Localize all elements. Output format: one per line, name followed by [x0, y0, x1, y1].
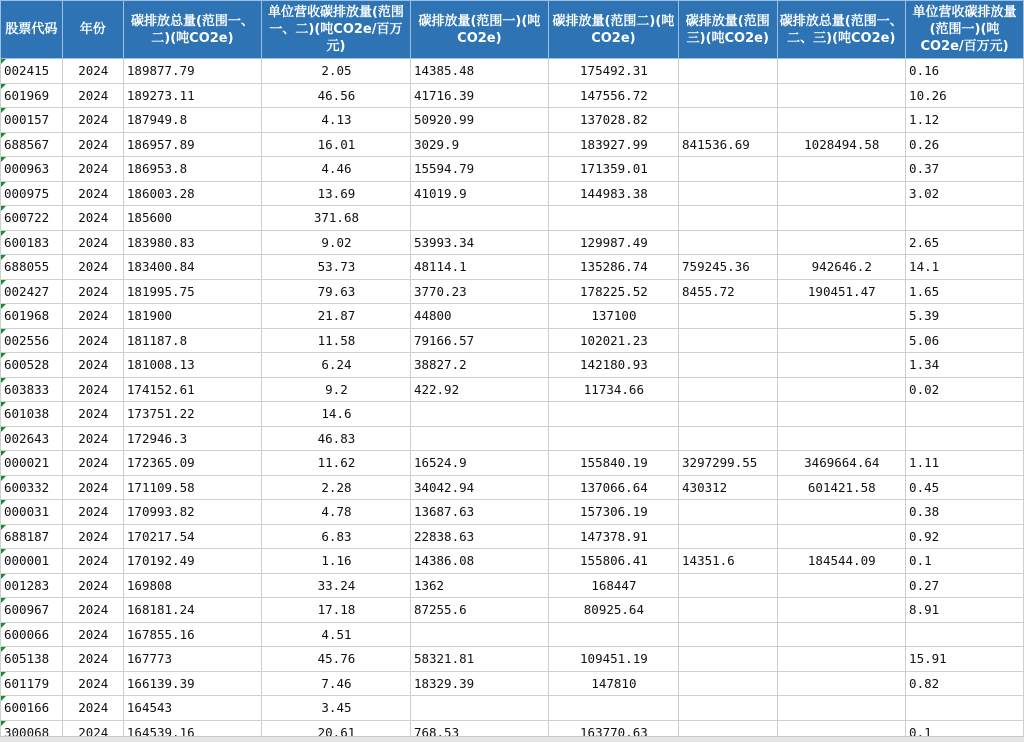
table-cell[interactable]: [777, 181, 906, 206]
table-cell[interactable]: 87255.6: [410, 598, 548, 623]
table-cell[interactable]: [410, 696, 548, 721]
table-cell[interactable]: 9.2: [261, 377, 410, 402]
table-cell[interactable]: 000021: [1, 451, 63, 476]
table-cell[interactable]: 155806.41: [548, 549, 678, 574]
table-cell[interactable]: [679, 573, 777, 598]
table-cell[interactable]: 600166: [1, 696, 63, 721]
table-cell[interactable]: 185600: [123, 206, 261, 231]
horizontal-scrollbar[interactable]: [0, 736, 1024, 742]
table-cell[interactable]: 21.87: [261, 304, 410, 329]
table-cell[interactable]: 186953.8: [123, 157, 261, 182]
table-cell[interactable]: [906, 622, 1024, 647]
column-header[interactable]: 股票代码: [1, 1, 63, 59]
table-cell[interactable]: 3.45: [261, 696, 410, 721]
table-cell[interactable]: 170217.54: [123, 524, 261, 549]
table-cell[interactable]: 1.34: [906, 353, 1024, 378]
table-cell[interactable]: 41716.39: [410, 83, 548, 108]
table-cell[interactable]: [679, 206, 777, 231]
table-cell[interactable]: 79166.57: [410, 328, 548, 353]
table-cell[interactable]: 172946.3: [123, 426, 261, 451]
table-cell[interactable]: 187949.8: [123, 108, 261, 133]
table-cell[interactable]: 45.76: [261, 647, 410, 672]
table-cell[interactable]: 189273.11: [123, 83, 261, 108]
table-cell[interactable]: [777, 108, 906, 133]
table-cell[interactable]: [906, 696, 1024, 721]
table-cell[interactable]: 3469664.64: [777, 451, 906, 476]
table-cell[interactable]: 14.6: [261, 402, 410, 427]
table-cell[interactable]: 2024: [62, 671, 123, 696]
table-cell[interactable]: [679, 647, 777, 672]
table-cell[interactable]: 172365.09: [123, 451, 261, 476]
table-cell[interactable]: [679, 598, 777, 623]
table-cell[interactable]: [777, 304, 906, 329]
table-cell[interactable]: 1028494.58: [777, 132, 906, 157]
table-cell[interactable]: 759245.36: [679, 255, 777, 280]
column-header[interactable]: 单位营收碳排放量(范围一、二)(吨CO2e/百万元): [261, 1, 410, 59]
table-cell[interactable]: 002643: [1, 426, 63, 451]
table-cell[interactable]: 002427: [1, 279, 63, 304]
table-cell[interactable]: 2024: [62, 59, 123, 84]
table-cell[interactable]: 2024: [62, 328, 123, 353]
table-row: [1, 353, 1024, 378]
table-row: [1, 377, 1024, 402]
table-cell[interactable]: 167773: [123, 647, 261, 672]
table-cell[interactable]: 4.51: [261, 622, 410, 647]
table-cell[interactable]: [777, 402, 906, 427]
table-cell[interactable]: [548, 206, 678, 231]
table-cell[interactable]: 181187.8: [123, 328, 261, 353]
table-cell[interactable]: 371.68: [261, 206, 410, 231]
table-cell[interactable]: [679, 59, 777, 84]
table-cell[interactable]: 2024: [62, 181, 123, 206]
table-cell[interactable]: 0.45: [906, 475, 1024, 500]
table-cell[interactable]: 58321.81: [410, 647, 548, 672]
table-cell[interactable]: [679, 671, 777, 696]
column-header[interactable]: 年份: [62, 1, 123, 59]
table-row: [1, 132, 1024, 157]
table-cell[interactable]: 46.56: [261, 83, 410, 108]
table-cell[interactable]: [548, 622, 678, 647]
table-cell[interactable]: 000031: [1, 500, 63, 525]
table-cell[interactable]: 181008.13: [123, 353, 261, 378]
table-cell[interactable]: 168447: [548, 573, 678, 598]
table-cell[interactable]: 183980.83: [123, 230, 261, 255]
table-cell[interactable]: 53.73: [261, 255, 410, 280]
table-cell[interactable]: 181900: [123, 304, 261, 329]
table-cell[interactable]: 2024: [62, 426, 123, 451]
table-cell[interactable]: [777, 206, 906, 231]
table-cell[interactable]: [410, 206, 548, 231]
table-cell[interactable]: 1.65: [906, 279, 1024, 304]
table-cell[interactable]: 2024: [62, 647, 123, 672]
table-cell[interactable]: 768.53: [410, 720, 548, 736]
table-cell[interactable]: 168181.24: [123, 598, 261, 623]
table-row: [1, 279, 1024, 304]
table-cell[interactable]: 186957.89: [123, 132, 261, 157]
table-cell[interactable]: 2024: [62, 377, 123, 402]
column-header[interactable]: 碳排放量(范围二)(吨CO2e): [548, 1, 678, 59]
table-row: [1, 524, 1024, 549]
table-cell[interactable]: 184544.09: [777, 549, 906, 574]
table-cell[interactable]: 189877.79: [123, 59, 261, 84]
column-header[interactable]: 碳排放量(范围三)(吨CO2e): [679, 1, 777, 59]
table-row: [1, 647, 1024, 672]
table-cell[interactable]: 14351.6: [679, 549, 777, 574]
table-row: [1, 181, 1024, 206]
table-cell[interactable]: [906, 402, 1024, 427]
table-cell[interactable]: [777, 720, 906, 736]
table-cell[interactable]: 1362: [410, 573, 548, 598]
table-cell[interactable]: 20.61: [261, 720, 410, 736]
table-cell[interactable]: [679, 426, 777, 451]
table-cell[interactable]: 1.12: [906, 108, 1024, 133]
table-cell[interactable]: 422.92: [410, 377, 548, 402]
table-cell[interactable]: 600967: [1, 598, 63, 623]
table-cell[interactable]: [906, 206, 1024, 231]
table-cell[interactable]: 13.69: [261, 181, 410, 206]
table-cell[interactable]: [410, 402, 548, 427]
table-cell[interactable]: 2024: [62, 304, 123, 329]
table-cell[interactable]: 600332: [1, 475, 63, 500]
table-cell[interactable]: 000975: [1, 181, 63, 206]
table-cell[interactable]: 600066: [1, 622, 63, 647]
table-cell[interactable]: 002556: [1, 328, 63, 353]
table-cell[interactable]: 80925.64: [548, 598, 678, 623]
table-cell[interactable]: 164539.16: [123, 720, 261, 736]
table-cell[interactable]: 170192.49: [123, 549, 261, 574]
table-cell[interactable]: 2024: [62, 132, 123, 157]
table-cell[interactable]: 147378.91: [548, 524, 678, 549]
table-cell[interactable]: 16.01: [261, 132, 410, 157]
table-cell[interactable]: 1.11: [906, 451, 1024, 476]
table-cell[interactable]: [679, 108, 777, 133]
table-cell[interactable]: 2024: [62, 622, 123, 647]
table-cell[interactable]: 33.24: [261, 573, 410, 598]
table-cell[interactable]: 170993.82: [123, 500, 261, 525]
table-cell[interactable]: 2.28: [261, 475, 410, 500]
table-row: [1, 206, 1024, 231]
table-cell[interactable]: [679, 83, 777, 108]
table-cell[interactable]: [410, 622, 548, 647]
table-cell[interactable]: [548, 426, 678, 451]
table-cell[interactable]: 50920.99: [410, 108, 548, 133]
table-cell[interactable]: 16524.9: [410, 451, 548, 476]
table-cell[interactable]: 605138: [1, 647, 63, 672]
table-cell[interactable]: 183927.99: [548, 132, 678, 157]
table-cell[interactable]: [679, 720, 777, 736]
table-cell[interactable]: 4.13: [261, 108, 410, 133]
table-cell[interactable]: 6.24: [261, 353, 410, 378]
table-cell[interactable]: 14385.48: [410, 59, 548, 84]
table-cell[interactable]: 300068: [1, 720, 63, 736]
table-cell[interactable]: [679, 500, 777, 525]
table-cell[interactable]: 144983.38: [548, 181, 678, 206]
table-cell[interactable]: 0.92: [906, 524, 1024, 549]
table-cell[interactable]: [777, 157, 906, 182]
table-cell[interactable]: 0.37: [906, 157, 1024, 182]
table-row: [1, 451, 1024, 476]
table-cell[interactable]: 4.78: [261, 500, 410, 525]
table-cell[interactable]: 2024: [62, 500, 123, 525]
table-cell[interactable]: 14386.08: [410, 549, 548, 574]
header-row: [1, 1, 1024, 59]
table-cell[interactable]: 171359.01: [548, 157, 678, 182]
table-cell[interactable]: [679, 402, 777, 427]
table-cell[interactable]: 147556.72: [548, 83, 678, 108]
table-cell[interactable]: 164543: [123, 696, 261, 721]
table-cell[interactable]: 5.06: [906, 328, 1024, 353]
table-row: [1, 108, 1024, 133]
table-cell[interactable]: 22838.63: [410, 524, 548, 549]
table-cell[interactable]: [679, 622, 777, 647]
table-cell[interactable]: 0.1: [906, 549, 1024, 574]
table-cell[interactable]: 135286.74: [548, 255, 678, 280]
table-cell[interactable]: 688567: [1, 132, 63, 157]
table-cell[interactable]: 8.91: [906, 598, 1024, 623]
table-cell[interactable]: [679, 524, 777, 549]
table-row: [1, 83, 1024, 108]
table-cell[interactable]: 3770.23: [410, 279, 548, 304]
table-cell[interactable]: 166139.39: [123, 671, 261, 696]
table-cell[interactable]: [777, 426, 906, 451]
table-cell[interactable]: 2024: [62, 230, 123, 255]
table-cell[interactable]: 3029.9: [410, 132, 548, 157]
table-cell[interactable]: 186003.28: [123, 181, 261, 206]
table-cell[interactable]: 109451.19: [548, 647, 678, 672]
table-cell[interactable]: 190451.47: [777, 279, 906, 304]
table-cell[interactable]: [679, 696, 777, 721]
table-row: [1, 157, 1024, 182]
table-cell[interactable]: 41019.9: [410, 181, 548, 206]
column-header[interactable]: 碳排放总量(范围一、二)(吨CO2e): [123, 1, 261, 59]
table-cell[interactable]: 11734.66: [548, 377, 678, 402]
table-cell[interactable]: 79.63: [261, 279, 410, 304]
table-row: [1, 59, 1024, 84]
table-cell[interactable]: 53993.34: [410, 230, 548, 255]
table-cell[interactable]: 142180.93: [548, 353, 678, 378]
table-cell[interactable]: [679, 328, 777, 353]
table-cell[interactable]: 000963: [1, 157, 63, 182]
table-cell[interactable]: 000157: [1, 108, 63, 133]
table-cell[interactable]: 0.27: [906, 573, 1024, 598]
table-cell[interactable]: [777, 83, 906, 108]
table-cell[interactable]: 600528: [1, 353, 63, 378]
table-row: [1, 255, 1024, 280]
table-cell[interactable]: 13687.63: [410, 500, 548, 525]
table-cell[interactable]: [777, 377, 906, 402]
table-row: [1, 328, 1024, 353]
table-cell[interactable]: 9.02: [261, 230, 410, 255]
table-cell[interactable]: 2024: [62, 353, 123, 378]
table-cell[interactable]: [777, 573, 906, 598]
table-cell[interactable]: 163770.63: [548, 720, 678, 736]
column-header[interactable]: 单位营收碳排放量(范围一)(吨CO2e/百万元): [906, 1, 1024, 59]
table-cell[interactable]: 2024: [62, 549, 123, 574]
table-cell[interactable]: [679, 304, 777, 329]
table-cell[interactable]: 2024: [62, 696, 123, 721]
table-cell[interactable]: [777, 671, 906, 696]
table-row: [1, 426, 1024, 451]
table-cell[interactable]: 5.39: [906, 304, 1024, 329]
table-cell[interactable]: 2024: [62, 451, 123, 476]
table-row: [1, 304, 1024, 329]
table-cell[interactable]: 841536.69: [679, 132, 777, 157]
table-cell[interactable]: 174152.61: [123, 377, 261, 402]
table-cell[interactable]: 48114.1: [410, 255, 548, 280]
table-cell[interactable]: [777, 647, 906, 672]
table-cell[interactable]: 0.38: [906, 500, 1024, 525]
table-cell[interactable]: 942646.2: [777, 255, 906, 280]
table-cell[interactable]: 10.26: [906, 83, 1024, 108]
table-cell[interactable]: 2.65: [906, 230, 1024, 255]
table-cell[interactable]: [777, 598, 906, 623]
table-cell[interactable]: 183400.84: [123, 255, 261, 280]
table-cell[interactable]: [679, 353, 777, 378]
table-cell[interactable]: 137100: [548, 304, 678, 329]
table-cell[interactable]: 2024: [62, 157, 123, 182]
table-cell[interactable]: 000001: [1, 549, 63, 574]
table-row: [1, 598, 1024, 623]
table-cell[interactable]: 2024: [62, 524, 123, 549]
table-cell[interactable]: 688055: [1, 255, 63, 280]
table-cell[interactable]: [777, 230, 906, 255]
table-cell[interactable]: 2024: [62, 598, 123, 623]
table-cell[interactable]: 17.18: [261, 598, 410, 623]
table-row: [1, 622, 1024, 647]
table-cell[interactable]: 600183: [1, 230, 63, 255]
column-header[interactable]: 碳排放量(范围一)(吨CO2e): [410, 1, 548, 59]
table-cell[interactable]: 3297299.55: [679, 451, 777, 476]
table-cell[interactable]: [777, 353, 906, 378]
table-row: [1, 720, 1024, 736]
column-header[interactable]: 碳排放总量(范围一、二、三)(吨CO2e): [777, 1, 906, 59]
table-cell[interactable]: [777, 328, 906, 353]
table-cell[interactable]: 147810: [548, 671, 678, 696]
table-cell[interactable]: 7.46: [261, 671, 410, 696]
table-cell[interactable]: [679, 377, 777, 402]
table-cell[interactable]: [777, 622, 906, 647]
table-row: [1, 549, 1024, 574]
table-cell[interactable]: 102021.23: [548, 328, 678, 353]
table-cell[interactable]: 44800: [410, 304, 548, 329]
table-cell[interactable]: [548, 402, 678, 427]
table-cell[interactable]: 430312: [679, 475, 777, 500]
table-cell[interactable]: 34042.94: [410, 475, 548, 500]
table-cell[interactable]: 001283: [1, 573, 63, 598]
table-cell[interactable]: [679, 157, 777, 182]
table-cell[interactable]: 137028.82: [548, 108, 678, 133]
table-cell[interactable]: 38827.2: [410, 353, 548, 378]
table-row: [1, 671, 1024, 696]
table-cell[interactable]: 0.26: [906, 132, 1024, 157]
table-cell[interactable]: 2024: [62, 475, 123, 500]
table-cell[interactable]: 137066.64: [548, 475, 678, 500]
table-cell[interactable]: [679, 230, 777, 255]
table-cell[interactable]: [777, 696, 906, 721]
table-cell[interactable]: 167855.16: [123, 622, 261, 647]
table-cell[interactable]: [906, 426, 1024, 451]
table-cell[interactable]: [548, 696, 678, 721]
table-row: [1, 402, 1024, 427]
table-cell[interactable]: 46.83: [261, 426, 410, 451]
table-cell[interactable]: 171109.58: [123, 475, 261, 500]
table-cell[interactable]: 18329.39: [410, 671, 548, 696]
table-cell[interactable]: 601038: [1, 402, 63, 427]
table-cell[interactable]: 601179: [1, 671, 63, 696]
table-cell[interactable]: 2.05: [261, 59, 410, 84]
table-cell[interactable]: 157306.19: [548, 500, 678, 525]
table-cell[interactable]: 129987.49: [548, 230, 678, 255]
table-cell[interactable]: [410, 426, 548, 451]
table-cell[interactable]: [777, 524, 906, 549]
table-cell[interactable]: 4.46: [261, 157, 410, 182]
table-cell[interactable]: 6.83: [261, 524, 410, 549]
table-cell[interactable]: [777, 500, 906, 525]
table-cell[interactable]: 2024: [62, 83, 123, 108]
table-cell[interactable]: 0.02: [906, 377, 1024, 402]
table-cell[interactable]: 601421.58: [777, 475, 906, 500]
table-cell[interactable]: 11.58: [261, 328, 410, 353]
table-cell[interactable]: 11.62: [261, 451, 410, 476]
table-cell[interactable]: [777, 59, 906, 84]
table-cell[interactable]: 173751.22: [123, 402, 261, 427]
table-cell[interactable]: 181995.75: [123, 279, 261, 304]
table-cell[interactable]: 0.1: [906, 720, 1024, 736]
table-cell[interactable]: 169808: [123, 573, 261, 598]
table-cell[interactable]: 2024: [62, 255, 123, 280]
table-row: [1, 573, 1024, 598]
table-cell[interactable]: 601969: [1, 83, 63, 108]
table-cell[interactable]: 1.16: [261, 549, 410, 574]
table-cell[interactable]: 2024: [62, 720, 123, 736]
table-cell[interactable]: 603833: [1, 377, 63, 402]
table-cell[interactable]: 2024: [62, 573, 123, 598]
table-cell[interactable]: 688187: [1, 524, 63, 549]
table-cell[interactable]: [679, 181, 777, 206]
table-cell[interactable]: 155840.19: [548, 451, 678, 476]
table-cell[interactable]: 600722: [1, 206, 63, 231]
table-cell[interactable]: 2024: [62, 108, 123, 133]
table-cell[interactable]: 14.1: [906, 255, 1024, 280]
table-cell[interactable]: 601968: [1, 304, 63, 329]
table-body: [1, 59, 1024, 737]
table-cell[interactable]: 15.91: [906, 647, 1024, 672]
table-cell[interactable]: 8455.72: [679, 279, 777, 304]
table-cell[interactable]: 2024: [62, 206, 123, 231]
table-cell[interactable]: 15594.79: [410, 157, 548, 182]
table-row: [1, 500, 1024, 525]
table-cell[interactable]: 178225.52: [548, 279, 678, 304]
table-row: [1, 475, 1024, 500]
table-cell[interactable]: 0.16: [906, 59, 1024, 84]
table-cell[interactable]: 2024: [62, 402, 123, 427]
table-cell[interactable]: 0.82: [906, 671, 1024, 696]
table-cell[interactable]: 2024: [62, 279, 123, 304]
table-cell[interactable]: 175492.31: [548, 59, 678, 84]
table-cell[interactable]: 002415: [1, 59, 63, 84]
table-row: [1, 230, 1024, 255]
table-cell[interactable]: 3.02: [906, 181, 1024, 206]
table-row: [1, 696, 1024, 721]
